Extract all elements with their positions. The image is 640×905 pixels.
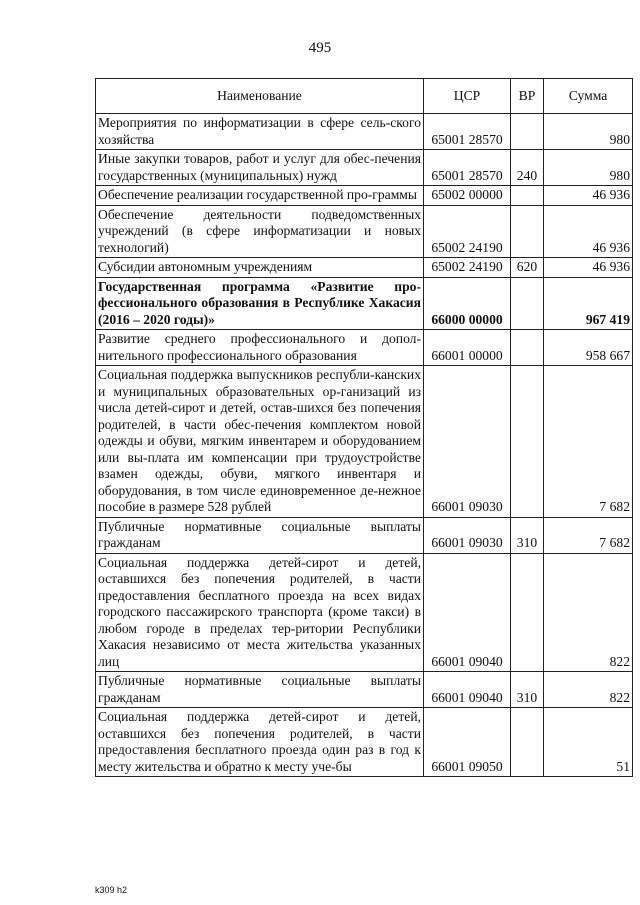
row-sum: 967 419 (544, 277, 633, 330)
header-name: Наименование (96, 79, 424, 114)
row-vr (511, 277, 544, 330)
row-name: Обеспечение деятельности подведомственных учреждений (в сфере информатизации и новых технологий) (96, 205, 424, 258)
header-row (96, 79, 633, 114)
row-sum: 958 667 (544, 330, 633, 366)
table-row (96, 114, 633, 150)
row-vr (511, 114, 544, 150)
table-row (96, 330, 633, 366)
header-vr: ВР (511, 79, 544, 114)
row-sum: 7 682 (544, 517, 633, 553)
header-csr: ЦСР (424, 79, 511, 114)
row-vr (511, 186, 544, 206)
table-row (96, 205, 633, 258)
row-csr: 65002 24190 (424, 205, 511, 258)
row-csr: 65001 28570 (424, 114, 511, 150)
table-row (96, 553, 633, 672)
budget-table (95, 78, 633, 777)
table-row (96, 672, 633, 708)
row-sum: 980 (544, 150, 633, 186)
table-row (96, 366, 633, 518)
row-csr: 66001 09050 (424, 708, 511, 777)
row-name: Социальная поддержка детей-сирот и детей, оставшихся без попечения родителей, в части предоставления бесплатного проезда на всех видах городского пассажирского транспорта (кроме такси) в любом городе в пределах тер-ритории Республики Хакасия независимо от места жительства указанных лиц (96, 553, 424, 672)
row-csr: 66000 00000 (424, 277, 511, 330)
row-name: Иные закупки товаров, работ и услуг для обес-печения государственных (муниципальных) нужд (96, 150, 424, 186)
row-csr: 66001 09040 (424, 553, 511, 672)
table-row (96, 258, 633, 278)
footer-code: k309 h2 (95, 885, 128, 895)
row-csr: 66001 00000 (424, 330, 511, 366)
row-name: Социальная поддержка выпускников республи-канских и муниципальных образовательных ор-ганизаций из числа детей-сирот и детей, остав-шихся без попечения родителей, в части обес-печения комплектом новой одежды и обуви, мягким инвентарем и оборудованием или вы-плата им компенсации при трудоустройстве взамен одежды, обуви, мягкого инвентаря и оборудования, в том числе единовременное де-нежное пособие в размере 528 рублей (96, 366, 424, 518)
row-vr (511, 205, 544, 258)
table-row (96, 186, 633, 206)
row-vr (511, 708, 544, 777)
row-sum: 7 682 (544, 366, 633, 518)
row-name: Публичные нормативные социальные выплаты гражданам (96, 672, 424, 708)
row-vr (511, 366, 544, 518)
row-sum: 51 (544, 708, 633, 777)
row-vr: 310 (511, 672, 544, 708)
table-row (96, 150, 633, 186)
row-sum: 46 936 (544, 205, 633, 258)
row-sum: 980 (544, 114, 633, 150)
table-body (96, 114, 633, 777)
row-csr: 66001 09030 (424, 517, 511, 553)
row-name: Субсидии автономным учреждениям (96, 258, 424, 278)
row-sum: 822 (544, 672, 633, 708)
row-vr (511, 553, 544, 672)
row-vr (511, 330, 544, 366)
row-sum: 46 936 (544, 258, 633, 278)
page-number: 495 (308, 40, 332, 56)
row-sum: 46 936 (544, 186, 633, 206)
row-csr: 65002 24190 (424, 258, 511, 278)
row-name: Обеспечение реализации государственной про-граммы (96, 186, 424, 206)
row-csr: 66001 09040 (424, 672, 511, 708)
row-name: Публичные нормативные социальные выплаты гражданам (96, 517, 424, 553)
row-vr: 620 (511, 258, 544, 278)
row-name: Развитие среднего профессионального и допол-нительного профессионального образования (96, 330, 424, 366)
row-name: Мероприятия по информатизации в сфере сель-ского хозяйства (96, 114, 424, 150)
row-name: Социальная поддержка детей-сирот и детей, оставшихся без попечения родителей, в части предоставления бесплатного проезда один раз в год к месту жительства и обратно к месту уче-бы (96, 708, 424, 777)
row-csr: 65002 00000 (424, 186, 511, 206)
row-csr: 65001 28570 (424, 150, 511, 186)
header-sum: Сумма (544, 79, 633, 114)
row-sum: 822 (544, 553, 633, 672)
row-vr: 310 (511, 517, 544, 553)
row-name: Государственная программа «Развитие про-фессионального образования в Республике Хакасия (2016 – 2020 годы)» (96, 277, 424, 330)
table-row (96, 708, 633, 777)
table-row (96, 517, 633, 553)
table-row (96, 277, 633, 330)
row-vr: 240 (511, 150, 544, 186)
row-csr: 66001 09030 (424, 366, 511, 518)
